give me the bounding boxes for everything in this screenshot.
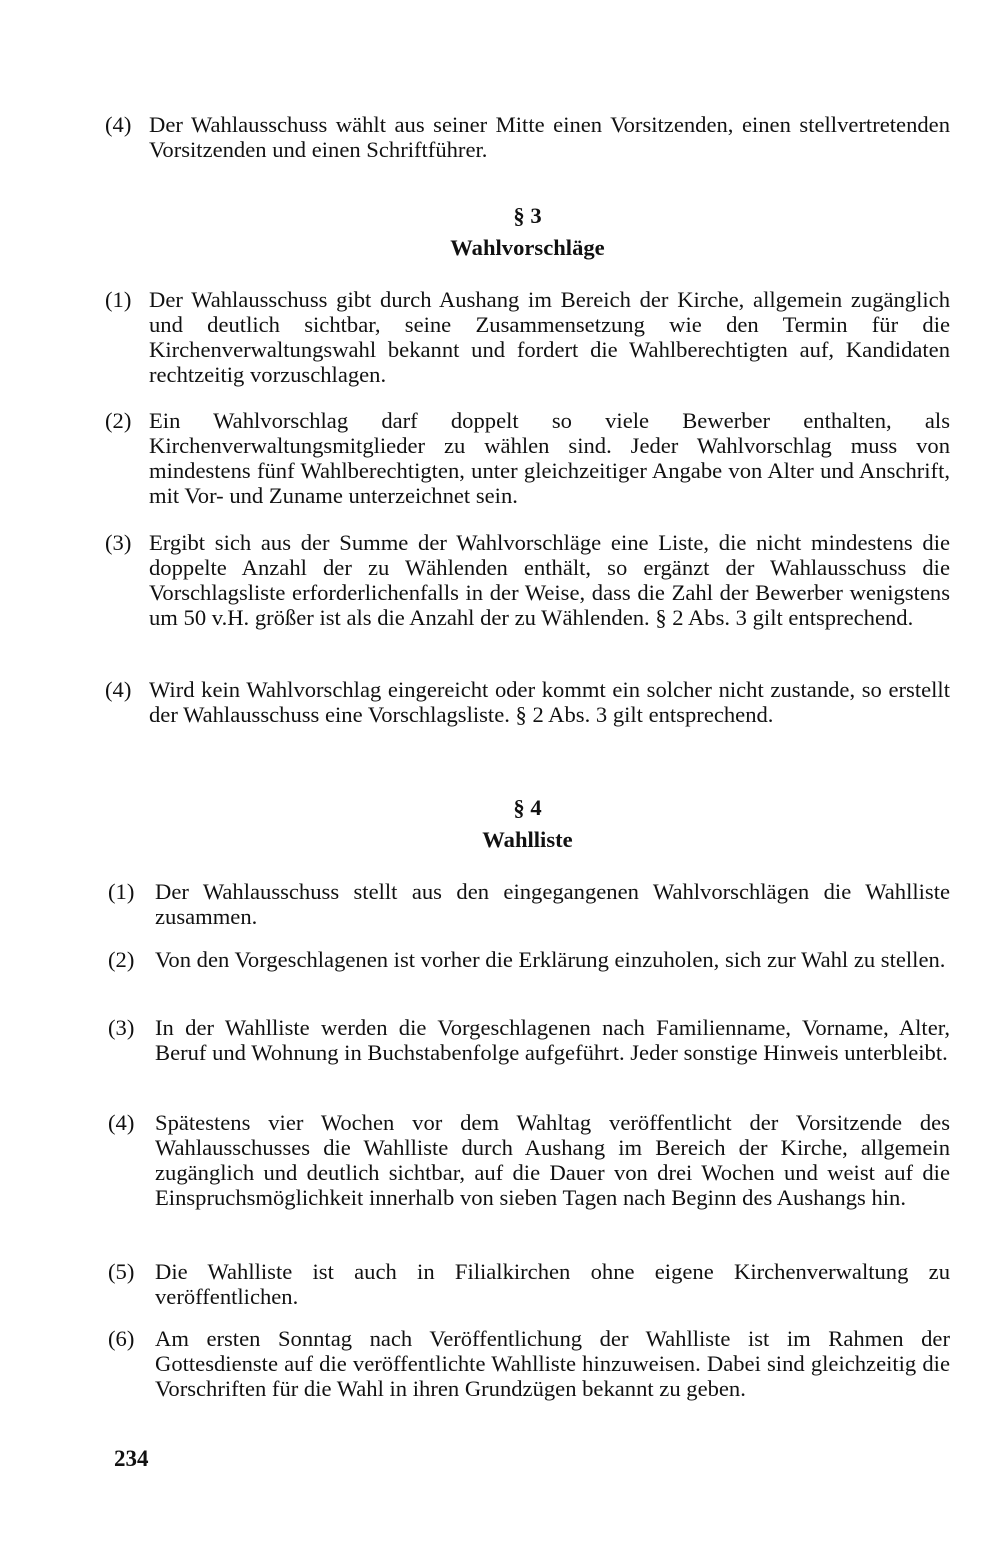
paragraph-4-4	[108, 1110, 950, 1210]
paragraph-number: (5)	[108, 1259, 135, 1284]
paragraph-text: Der Wahlausschuss stellt aus den eingegangenen Wahlvorschlägen die Wahlliste zusammen.	[155, 879, 950, 929]
paragraph-number: (4)	[105, 677, 132, 702]
paragraph-number: (2)	[108, 947, 135, 972]
paragraph-number: (1)	[105, 287, 132, 312]
paragraph-number: (3)	[108, 1015, 135, 1040]
section-heading-4	[0, 792, 1000, 856]
paragraph-number: (3)	[105, 530, 132, 555]
paragraph-text: Spätestens vier Wochen vor dem Wahltag veröffentlicht der Vorsitzende des Wahlausschusses die Wahlliste durch Aushang im Bereich der Kirche, allgemein zugänglich und deutlich sichtbar, auf die Dauer von drei Wochen und weist auf die Einspruchsmöglichkeit innerhalb von sieben Tagen nach Beginn des Aushangs hin.	[155, 1110, 950, 1210]
paragraph-number: (6)	[108, 1326, 135, 1351]
paragraph-number: (4)	[108, 1110, 135, 1135]
paragraph-text: Die Wahlliste ist auch in Filialkirchen ohne eigene Kirchenverwaltung zu veröffentlichen.	[155, 1259, 950, 1309]
section-title: Wahlvorschläge	[450, 235, 605, 260]
paragraph-text: Der Wahlausschuss wählt aus seiner Mitte einen Vorsitzenden, einen stellvertretenden Vorsitzenden und einen Schriftführer.	[149, 112, 950, 162]
section-number: § 4	[513, 795, 542, 820]
section-heading-3	[0, 200, 1000, 264]
paragraph-text: In der Wahlliste werden die Vorgeschlagenen nach Familienname, Vorname, Alter, Beruf und Wohnung in Buchstabenfolge aufgeführt. Jeder sonstige Hinweis unterbleibt.	[155, 1015, 950, 1065]
paragraph-text: Der Wahlausschuss gibt durch Aushang im Bereich der Kirche, allgemein zugänglich und deutlich sichtbar, seine Zusammensetzung wie den Termin für die Kirchenverwaltungswahl bekannt und fordert die Wahlberechtigten auf, Kandidaten rechtzeitig vorzuschlagen.	[149, 287, 950, 387]
paragraph-number: (2)	[105, 408, 132, 433]
paragraph-4-5	[108, 1259, 950, 1309]
paragraph-number: (1)	[108, 879, 135, 904]
paragraph-2-4	[105, 112, 950, 162]
section-title: Wahlliste	[482, 827, 573, 852]
paragraph-text: Ein Wahlvorschlag darf doppelt so viele Bewerber enthalten, als Kirchenverwaltungsmitglieder zu wählen sind. Jeder Wahlvorschlag muss von mindestens fünf Wahlberechtigten, unter gleichzeitiger Angabe von Alter und Anschrift, mit Vor- und Zuname unterzeichnet sein.	[149, 408, 950, 508]
paragraph-4-6	[108, 1326, 950, 1401]
page-number: 234	[114, 1446, 149, 1471]
paragraph-3-1	[105, 287, 950, 387]
paragraph-text: Wird kein Wahlvorschlag eingereicht oder kommt ein solcher nicht zustande, so erstellt der Wahlausschuss eine Vorschlagsliste. § 2 Abs. 3 gilt entsprechend.	[149, 677, 950, 727]
paragraph-4-1	[108, 879, 950, 929]
paragraph-3-3	[105, 530, 950, 630]
paragraph-text: Von den Vorgeschlagenen ist vorher die Erklärung einzuholen, sich zur Wahl zu stellen.	[155, 947, 946, 972]
paragraph-4-2	[108, 947, 950, 972]
paragraph-number: (4)	[105, 112, 132, 137]
paragraph-4-3	[108, 1015, 950, 1065]
section-number: § 3	[513, 203, 542, 228]
paragraph-text: Am ersten Sonntag nach Veröffentlichung der Wahlliste ist im Rahmen der Gottesdienste auf die veröffentlichte Wahlliste hinzuweisen. Dabei sind gleichzeitig die Vorschriften für die Wahl in ihren Grundzügen bekannt zu geben.	[155, 1326, 950, 1401]
paragraph-text: Ergibt sich aus der Summe der Wahlvorschläge eine Liste, die nicht mindestens die doppelte Anzahl der zu Wählenden enthält, so ergänzt der Wahlausschuss die Vorschlagsliste erforderlichenfalls in der Weise, dass die Zahl der Bewerber wenigstens um 50 v.H. größer ist als die Anzahl der zu Wählenden. § 2 Abs. 3 gilt entsprechend.	[149, 530, 950, 630]
paragraph-3-2	[105, 408, 950, 508]
paragraph-3-4	[105, 677, 950, 727]
